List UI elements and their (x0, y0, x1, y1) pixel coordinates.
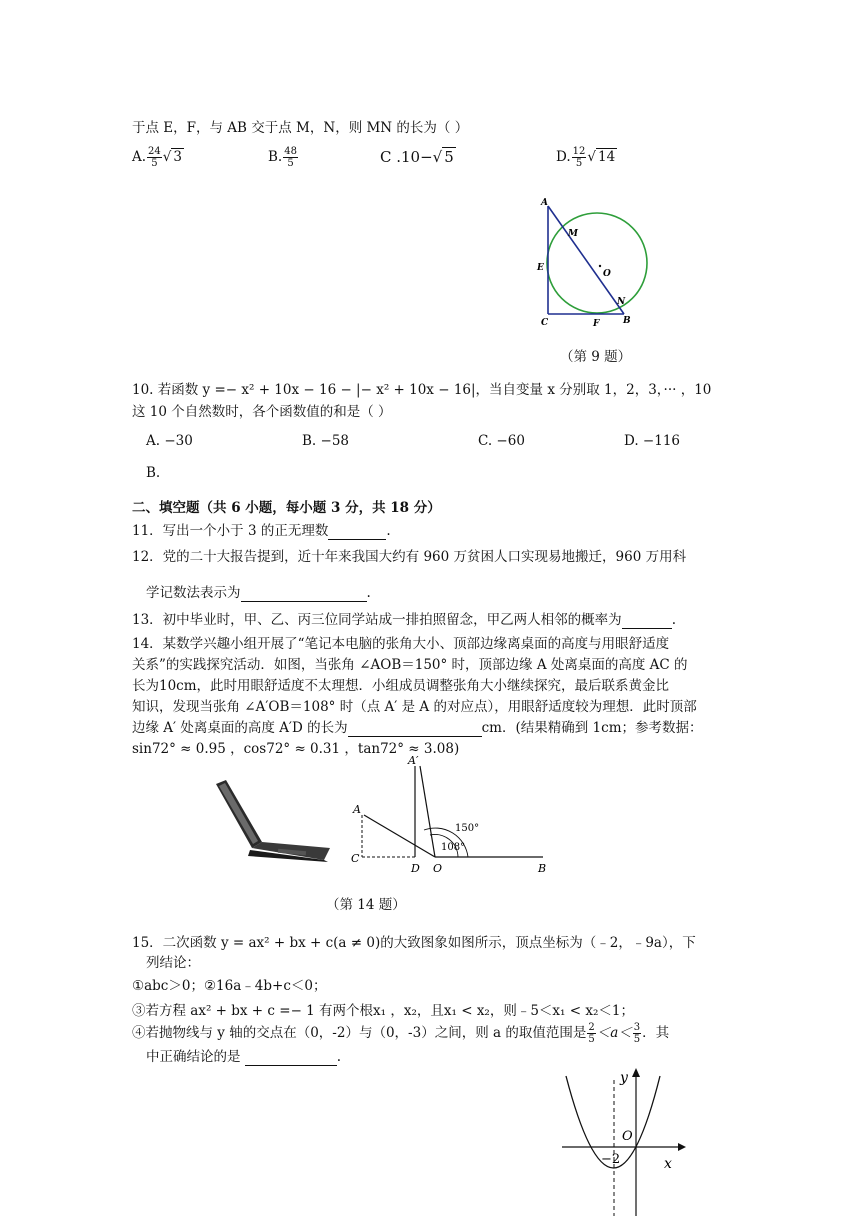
q11-answer-blank[interactable] (328, 523, 386, 540)
q11: 11．写出一个小于 3 的正无理数 . (132, 523, 391, 539)
q14-label-c: C (351, 852, 360, 865)
q14-label-b: B (538, 862, 547, 875)
q15-graph-x-label: x (664, 1156, 672, 1172)
q9-figure (530, 192, 660, 332)
q9-label-n: N (617, 297, 626, 307)
q9-option-c: C .10−√ 5 (380, 148, 454, 166)
q9-label-e: E (537, 263, 544, 273)
q14-line5: 边缘 A′ 处离桌面的高度 A′D 的长为 cm．(结果精确到 1cm；参考数据： (132, 720, 703, 736)
q9-option-d: D. $\frac{12}{5}$ √ 14 (556, 146, 616, 169)
q15-conclusion3: ③若方程 ax² + bx + c =− 1 有两个根x₁ ，x₂，且x₁ < x₂，则﹣5＜x₁ < x₂＜1； (132, 1003, 634, 1019)
q9-label-b: B (623, 316, 631, 326)
section2-heading: 二、填空题（共 6 小题，每小题 3 分，共 18 分） (132, 500, 441, 516)
q13-answer-blank[interactable] (622, 612, 672, 629)
q10-line1: 10. 若函数 y =− x² + 10x − 16 − |− x² + 10x − 16|，当自变量 x 分别取 1，2，3，··· ，10 (132, 382, 712, 398)
q14-label-a: A (353, 803, 361, 816)
q9-option-b: B. $\frac{48}{5}$ (268, 146, 297, 169)
q14-label-aprime: A′ (408, 754, 419, 767)
q10-option-d: D. −116 (624, 433, 681, 449)
q9-stem-tail: 于点 E，F，与 AB 交于点 M，N，则 MN 的长为（ ） (132, 120, 469, 136)
q15-conclusion1-2: ①abc＞0；②16a﹣4b+c＜0； (132, 978, 327, 994)
q9-label-c: C (541, 318, 549, 328)
q14-line1: 14．某数学兴趣小组开展了“笔记本电脑的张角大小、顶部边缘离桌面的高度与用眼舒适度 (132, 636, 670, 652)
q10-answer: B. (146, 465, 161, 481)
q14-label-150: 150° (455, 823, 480, 834)
q9-option-a: A. $\frac{24}{5}$ √ 3 (132, 146, 182, 169)
q9-caption: （第 9 题） (560, 349, 632, 365)
q12-answer-blank[interactable] (241, 585, 367, 602)
q15-line2: 列结论： (146, 955, 200, 971)
q10-option-c: C. −60 (478, 433, 525, 449)
q15-graph (556, 1066, 686, 1216)
q15-conclusion4: ④若抛物线与 y 轴的交点在（0，-2）与（0，-3）之间，则 a 的取值范围是 $\frac{2}{5}$ ＜a＜ $\frac{3}{5}$ ．其 (132, 1022, 670, 1045)
q15-answer-blank[interactable] (245, 1049, 337, 1066)
q9-label-o: O (603, 269, 611, 279)
q13: 13．初中毕业时，甲、乙、丙三位同学站成一排拍照留念，甲乙两人相邻的概率为 . (132, 612, 676, 628)
q15-line1: 15．二次函数 y = ax² + bx + c(a ≠ 0)的大致图象如图所示，顶点坐标为（﹣2，﹣9a），下 (132, 935, 696, 951)
q14-caption: （第 14 题） (326, 897, 406, 913)
q14-line6: sin72° ≈ 0.95 ，cos72° ≈ 0.31 ，tan72° ≈ 3.08) (132, 741, 460, 757)
q12-line1: 12．党的二十大报告提到，近十年来我国大约有 960 万贫困人口实现易地搬迁，960 万用科 (132, 549, 687, 565)
q14-label-108: 108° (441, 842, 466, 853)
q14-line4: 知识，发现当张角 ∠A′OB＝108° 时（点 A′ 是 A 的对应点），用眼舒适度较为理想．此时顶部 (132, 699, 697, 715)
q14-label-o: O (433, 862, 443, 875)
q15-graph-origin-label: O (622, 1129, 633, 1144)
q10-line2: 这 10 个自然数时，各个函数值的和是（ ） (132, 404, 392, 420)
q14-line3: 长为10cm，此时用眼舒适度不太理想．小组成员调整张角大小继续探究，最后联系黄金比 (132, 678, 670, 694)
q15-graph-minus2-label: −2 (601, 1152, 621, 1167)
q15-last-line: 中正确结论的是 . (146, 1049, 342, 1065)
q14-label-d: D (411, 862, 420, 875)
q9-label-m: M (568, 229, 578, 239)
q9-label-f: F (593, 319, 600, 329)
q10-option-b: B. −58 (302, 433, 349, 449)
q14-answer-blank[interactable] (348, 720, 482, 737)
laptop-photo (214, 778, 334, 866)
q14-figure (348, 752, 548, 876)
q12-line2: 学记数法表示为 . (146, 585, 371, 601)
q9-label-a: A (541, 198, 548, 208)
q10-option-a: A. −30 (146, 433, 193, 449)
q14-line2: 关系”的实践探究活动．如图，当张角 ∠AOB＝150° 时，顶部边缘 A 处离桌面的高度 AC 的 (132, 657, 688, 673)
q15-graph-y-label: y (620, 1070, 628, 1086)
